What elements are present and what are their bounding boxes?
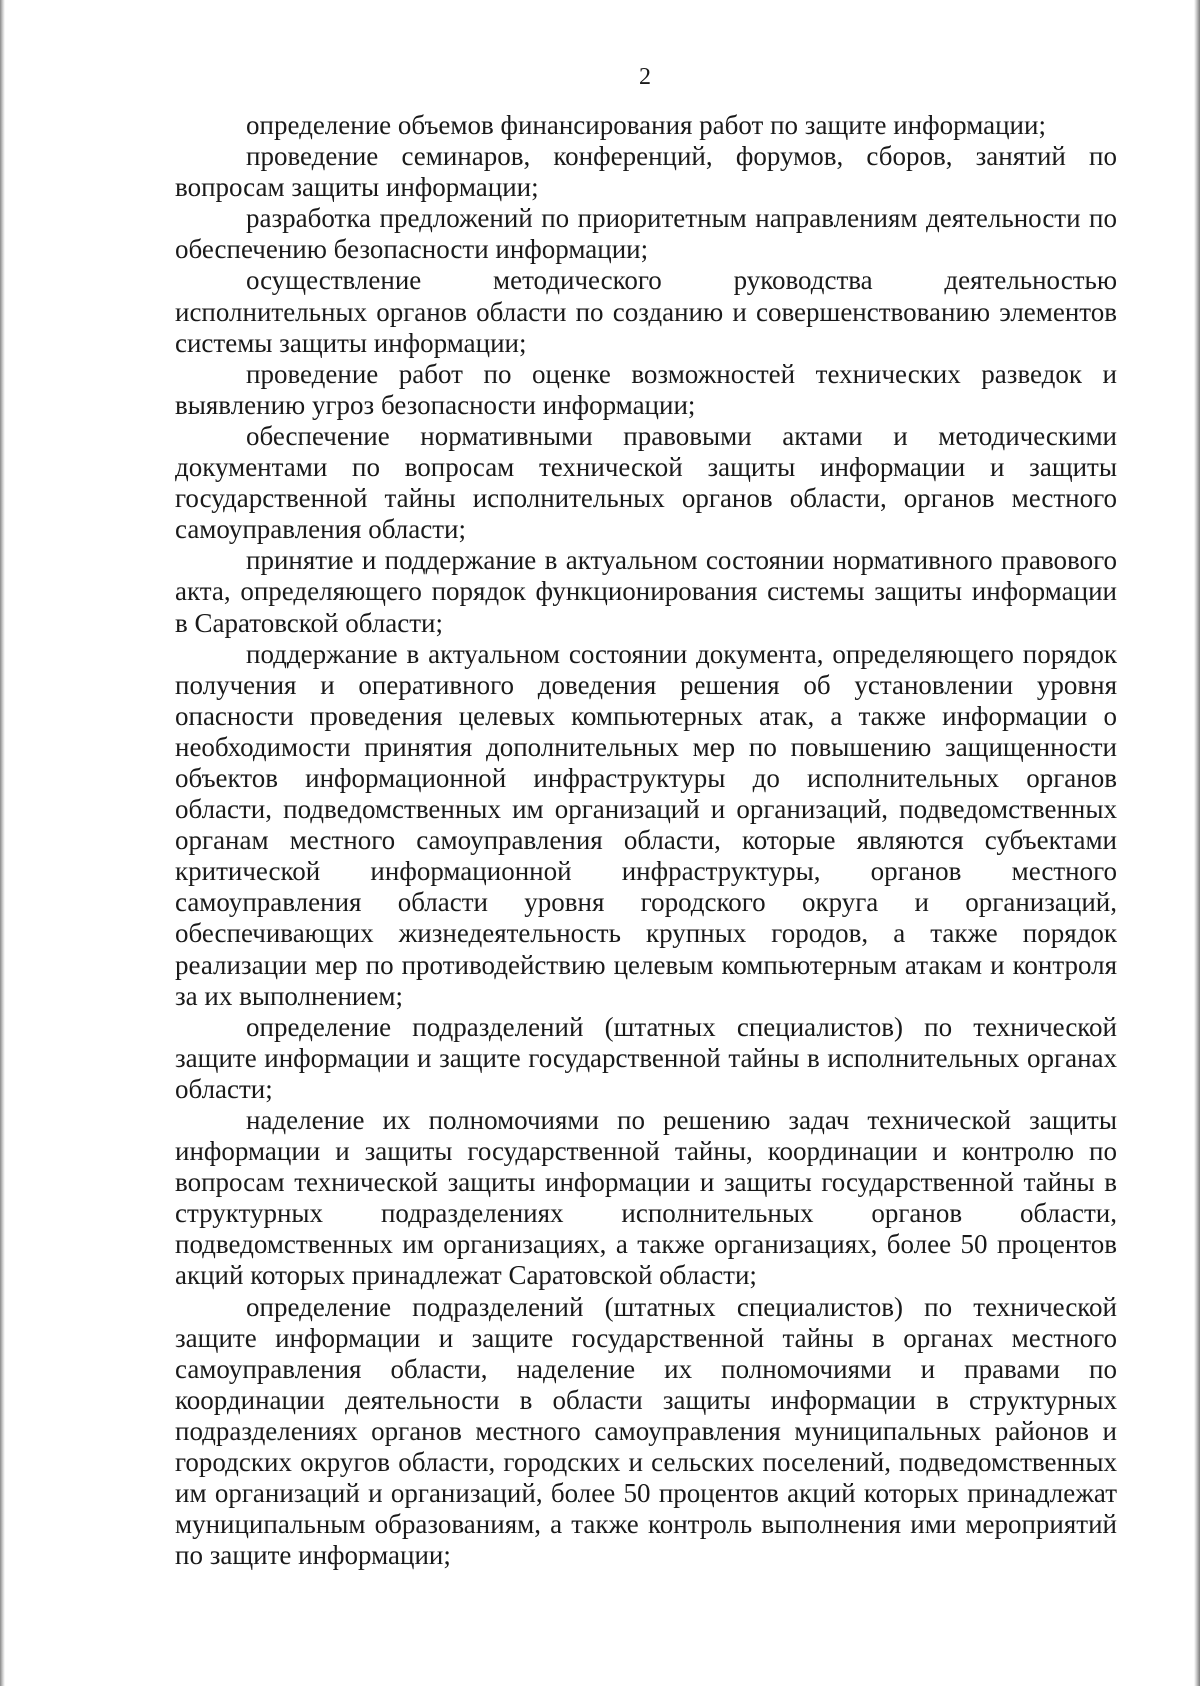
paragraph: определение объемов финансирования работ по защите информации; (246, 110, 1046, 140)
paragraph: разработка предложений по приоритетным направлениям деятельности по обеспечению безопасности информации; (175, 203, 1117, 265)
scan-edge-right (1194, 0, 1200, 1686)
paragraph: обеспечение нормативными правовыми актами и методическими документами по вопросам технической защиты информации и защиты государственной тайны исполнительных органов области, органов местного самоуправления области; (175, 420, 1117, 545)
paragraph: определение подразделений (штатных специалистов) по технической защите информации и защите государственной тайны в исполнительных органах области; (175, 1011, 1117, 1104)
page-number: 2 (639, 64, 651, 90)
paragraph: принятие и поддержание в актуальном состоянии нормативного правового акта, определяющего порядок функционирования системы защиты информации в Саратовской области; (175, 545, 1117, 638)
paragraph: осуществление методического руководства деятельностью исполнительных органов области по созданию и совершенствованию элементов системы защиты информации; (175, 265, 1117, 358)
paragraph: проведение работ по оценке возможностей технических разведок и выявлению угроз безопасности информации; (175, 358, 1117, 420)
paragraph: поддержание в актуальном состоянии документа, определяющего порядок получения и оперативного доведения решения об установлении уровня опасности проведения целевых компьютерных атак, а также информации о необходимости принятия дополнительных мер по повышению защищенности объектов информационной инфраструктуры до исполнительных органов области, подведомственных им организаций и организаций, подведомственных органам местного самоуправления области, которые являются субъектами критической информационной инфраструктуры, органов местного самоуправления области уровня городского округа и организаций, обеспечивающих жизнедеятельность крупных городов, а также порядок реализации мер по противодействию целевым компьютерным атакам и контроля за их выполнением; (175, 638, 1117, 1011)
paragraph: определение подразделений (штатных специалистов) по технической защите информации и защите государственной тайны в органах местного самоуправления области, наделение их полномочиями и правами по координации деятельности в области защиты информации в структурных подразделениях органов местного самоуправления муниципальных районов и городских округов области, городских и сельских поселений, подведомственных им организаций и организаций, более 50 процентов акций которых принадлежат муниципальным образованиям, а также контроль выполнения ими мероприятий по защите информации; (175, 1291, 1117, 1571)
paragraph: наделение их полномочиями по решению задач технической защиты информации и защиты государственной тайны, координации и контролю по вопросам технической защиты информации и защиты государственной тайны в структурных подразделениях исполнительных органов области, подведомственных им организациях, а также организациях, более 50 процентов акций которых принадлежат Саратовской области; (175, 1105, 1117, 1291)
scan-edge-left (0, 0, 5, 1686)
paragraph: проведение семинаров, конференций, форумов, сборов, занятий по вопросам защиты информации; (175, 141, 1117, 203)
document-body (175, 110, 1117, 1571)
